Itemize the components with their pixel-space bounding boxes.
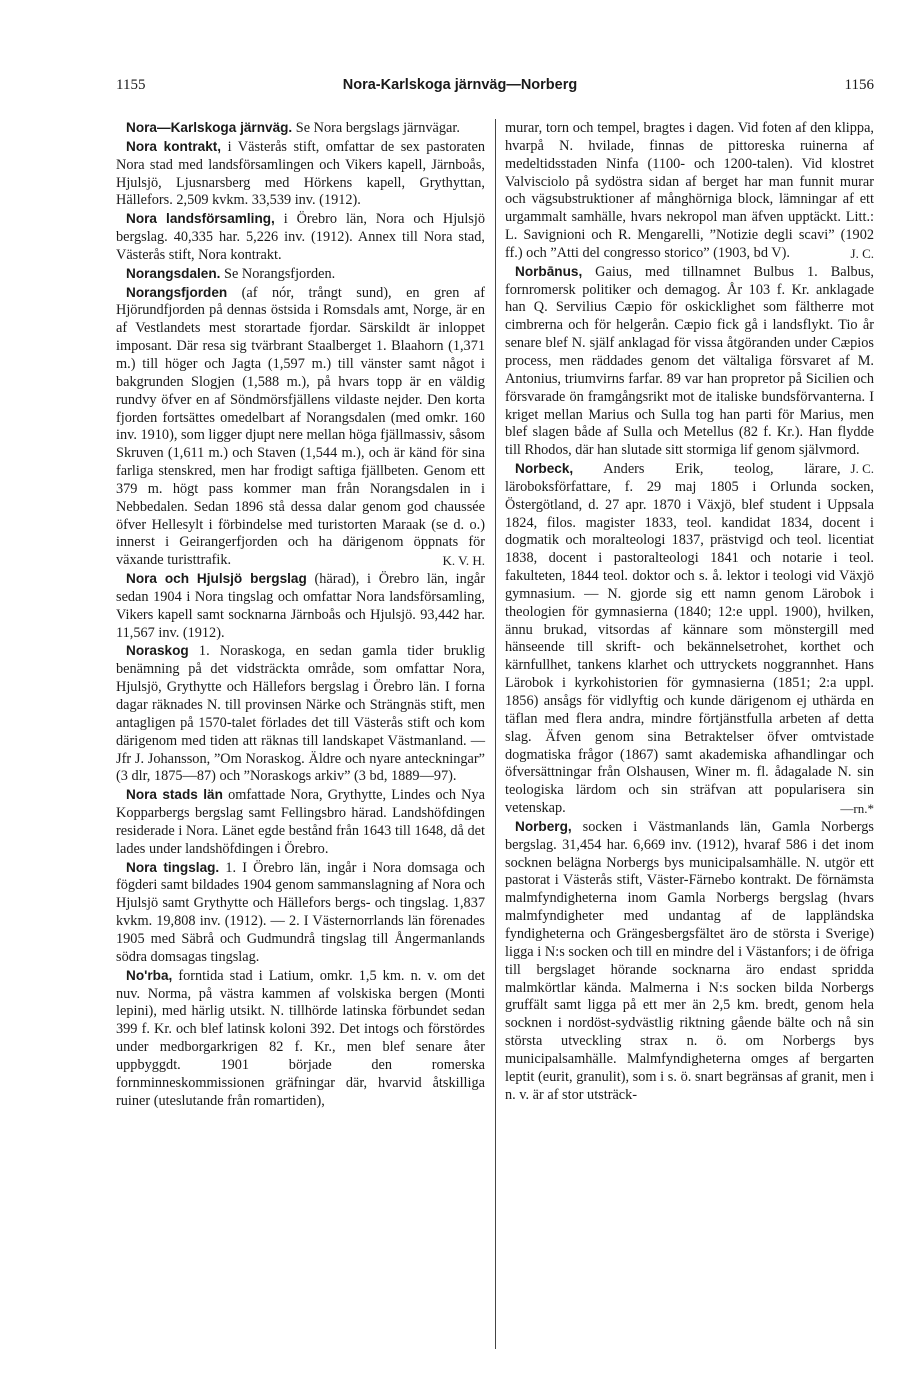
entry-norangsfjorden [116, 284, 485, 571]
entry-text: i Örebro län, Nora och Hjulsjö bergslag. 40,335 har. 5,226 inv. (1912). Annex till Nora stad, Västerås stift, Nora kontrakt. [116, 211, 485, 263]
entry-text: 1. Noraskoga, en sedan gamla tider bruklig benämning på det vidsträckta område, som omfattar Nora, Hjulsjö, Grythytte och Hällefors bergslag i Örebro län. I forna dagar räknades N. till provinsen Närke och Strängnäs stift, men antagligen på 1570-talet förlades det till Västerås stift och kom därigenom med tiden att räknas till landskapet Västmanland. — Jfr J. Johansson, ”Om Noraskog. Äldre och nyare anteckningar” (3 dlr, 1875—87) och ”Noraskogs arkiv” (3 bd, 1889—97). [116, 643, 485, 785]
entry-signature: J. C. [850, 245, 874, 261]
entry-text: murar, torn och tempel, bragtes i dagen. Vid foten af den klippa, hvarpå N. hvilade, finnas de pittoreska ruinerna af medeltidsstaden Ninfa (1100- och 1200-talen). Vid klostret Valvisciolo på sydöstra sidan af berget har man funnit murar och vägsubstruktioner af månghörniga block, lämningar af ett urgammalt samhälle, hvars nekropol man äfven upptäckt. Litt.: L. Savignioni och R. Mengarelli, ”Notizie degli scavi” (1902 ff.) och ”Atti del congresso storico” (1903, bd V). [505, 120, 874, 261]
entry-headword: Nora och Hjulsjö bergslag [126, 571, 307, 587]
entry-norba-continued [505, 119, 874, 263]
entry-text: Se Nora bergslags järnvägar. [292, 120, 460, 136]
entry-text: Se Norangsfjorden. [220, 265, 336, 282]
entry-headword: Nora tingslag. [126, 859, 220, 875]
entry-norba [116, 967, 485, 1111]
entry-text: 1. I Örebro län, ingår i Nora domsaga och fögderi samt bildades 1904 genom sammanslagning af Nora och Hjulsjö samt Grythytte och Hällefors bergs- och tingslag. 1,837 kvkm. 19,808 inv. (1912). — 2. I Västernorrlands län förenades 1905 med Säbrå och Gudmundrå tingslag till Ångermanlands södra domsagas tingslag. [116, 859, 485, 965]
entry-headword: Norbānus, [515, 263, 583, 279]
entry-signature: K. V. H. [442, 553, 485, 569]
page-number-left: 1155 [116, 77, 146, 93]
entry-text: i Västerås stift, omfattar de sex pastoraten Nora stad med landsförsamlingen och Vikers kapell, Järnboås, Hjulsjö, Ljusnarsberg med Hörkens kapell, Grythyttan, Hällefors. 2,509 kvkm. 33,539 inv. (1912). [116, 138, 485, 209]
entry-headword: Nora landsförsamling, [126, 211, 275, 227]
entry-headword: No'rba, [126, 967, 173, 983]
entry-headword: Nora kontrakt, [126, 138, 222, 154]
entry-headword: Norbeck, [515, 461, 574, 477]
entry-nora-karlskoga-jarnvag [116, 119, 485, 138]
entry-text: Gaius, med tillnamnet Bulbus 1. Balbus, fornromersk politiker och demagog. År 103 f. Kr. anklagade han Q. Servilius Cæpio för oskicklighet som fältherre mot cimbrerna och för helgerån. Cæpio fick gå i landsflykt. Tio år senare blef N. själf anklagad för vissa åtgöranden under Cæpios process, men räddades genom det vältaliga försvaret af M. Antonius, triumvirns farfar. 89 var han propretor på Sicilien och försvarade ön framgångsrikt mot de italiske bundsförvanterna. I kriget mellan Marius och Sulla tog han parti för Marius, men blef slagen både af Sulla och Metellus (82 f. Kr.). Han flydde till Rhodos, där han slutade sitt stormiga lif genom självmord. [505, 263, 874, 459]
entry-nora-stads-lan [116, 786, 485, 858]
entry-headword: Noraskog [126, 643, 189, 659]
entry-headword: Norberg, [515, 818, 572, 834]
entry-text: Anders Erik, teolog, lärare, läroboksförfattare, f. 29 maj 1805 i Orlunda socken, Östergötland, d. 27 apr. 1870 i Växjö, blef student i Uppsala 1824, filos. magister 1833, teol. kandidat 1834, docent i dogmatik och moralteologi 1837, prästvigd och teol. licentiat 1838, docent i pastoralteologi 1841 och notarie i teol. fakulteten, 1844 teol. doktor och s. å. lektor i teologi vid Växjö gymnasium. — N. gjorde sig ett namn genom Lärobok i theologien för gymnasierna (1840; 12:e uppl. 1900), hvilken, ännu brukad, vitsordas af kännare som mönstergill med hänseende till skrift- och bekännelsetrohet, korthet och kärnfullhet, tankens klarhet och uttryckets noggrannhet. Hans Lärobok i kyrkohistorien för gymnasierna (1851; 2:a uppl. 1856) ansågs för vidlyftig och kunde därigenom ej uthärda en täflan med flera andra, mindre förtjänstfulla arbeten af detta slag. Äfven genom sina Betraktelser öfver omtvistade dogmatiska frågor (1867) samt akademiska afhandlingar och öfversättningar från Olshausen, Winer m. fl. ådagalade N. sin teologiska lärdom och sin sträfvan att popularisera sin vetenskap. [505, 461, 874, 817]
entry-nora-kontrakt [116, 138, 485, 210]
entry-headword: Nora stads län [126, 787, 223, 803]
entry-signature: —rn.* [840, 801, 874, 817]
entry-text: omfattade Nora, Grythytte, Lindes och Nya Kopparbergs bergslag samt Fellingsbro härad. Landshöfdingen residerade i Nora. Länet egde bestånd från 1643 till 1648, då det lades under landshöfdingen i Örebro. [116, 787, 485, 857]
entry-signature: J. C. [850, 461, 874, 477]
right-column [505, 119, 874, 1104]
entry-text: (härad), i Örebro län, ingår sedan 1904 i Nora tingslag och omfattar Nora landsförsamling, Vikers kapell samt socknarna Järnboås och Hjulsjö. 93,442 har. 11,567 inv. (1912). [116, 571, 485, 641]
entry-headword: Nora—Karlskoga järnväg. [126, 120, 293, 135]
entry-nora-landsforsamling [116, 210, 485, 265]
left-column [116, 119, 485, 1110]
entry-headword: Norangsfjorden [126, 284, 228, 300]
column-divider [495, 119, 496, 1349]
entry-nora-och-hjulsjo-bergslag [116, 570, 485, 642]
page-number-right: 1156 [844, 77, 874, 93]
entry-noraskog [116, 642, 485, 786]
entry-text: forntida stad i Latium, omkr. 1,5 km. n. v. om det nuv. Norma, på västra kammen af volskiska bergen (Monti lepini), med härlig utsikt. N. tillhörde latinska förbundet sedan 399 f. Kr. och blef latinsk koloni 392. Det intogs och förstördes under medborgarkrigen 82 f. Kr., men blef senare åter uppbyggdt. 1901 började den romerska fornminneskommissionen gräfningar där, hvarvid åtskilliga ruiner (uteslutande från romartiden), [116, 967, 485, 1109]
entry-text: (af nór, trångt sund), en gren af Hjörundfjorden på dennas östsida i Romsdals amt, Norge, är en af Vestlandets mest storartade fjordar. Särskildt är inloppet imposant. Där resa sig tvärbrant Staalberget 1. Blaahorn (1,371 m.) till höger och Jagta (1,597 m.) till vänster samt något i bakgrunden Slogjen (1,588 m.), på hvars topp är en väldig rundvy öfver en af Söndmörsfjällens vildaste nejder. Den korta fjorden fortsättes omedelbart af Norangsdalen (med omkr. 160 inv. 1910), som ligger djupt nere mellan höga fjällmassiv, såsom Skruven (1,611 m.) och Staven (1,544 m.), och är känd för sina farliga stenskred, men har frodigt saftiga fjällbeten. Genom ett 379 m. högt pass kommer man från Norangsdalen in i Nebbedalen. Sedan 1896 stå dessa dalar genom god chaussée öfver Hellesylt i förbindelse med turistorten Maraak (se d. o.) innerst i Geirangerfjorden och ha därigenom öppnats för växande turisttrafik. [116, 284, 486, 569]
entry-norangsdalen [116, 265, 485, 284]
entry-text: socken i Västmanlands län, Gamla Norbergs bergslag. 31,454 har. 6,669 inv. (1912), hvaraf 586 i det inom socknen belägna Norbergs bys municipalsamhälle. N. utgör ett pastorat i Västerås stift, Väster-Färnebo kontrakt. De förnämsta malmfyndigheterna inom Gamla Norbergs bergslag (hvars malmfyndigheter med undantag af de lappländska fyndigheterna och Grängesbergsfältet äro de största i Sverige) ligga i N:s socken och till en mindre del i Västanfors; i de öfriga till bergslaget hörande socknarna äro endast spridda malmkörtlar kända. Malmerna i N:s socken bilda Norbergs gruffält samt ligga på ett mer än 2,5 km. bredt, genom hela socknen i nordöst-sydvästlig riktning gående bälte och nå sin största utveckling strax n. ö. om Norbergs bys municipalsamhälle. Malmfyndigheterna omges af bergarten leptit (eurit, granulit), som i s. ö. snart begränsas af granit, men i n. v. är af stor utsträck- [505, 818, 874, 1103]
entry-headword: Norangsdalen. [126, 265, 221, 281]
entry-norberg [505, 818, 874, 1105]
entry-norbeck [505, 460, 874, 818]
entry-nora-tingslag [116, 859, 485, 967]
running-title: Nora-Karlskoga järnväg—Norberg [342, 77, 578, 93]
